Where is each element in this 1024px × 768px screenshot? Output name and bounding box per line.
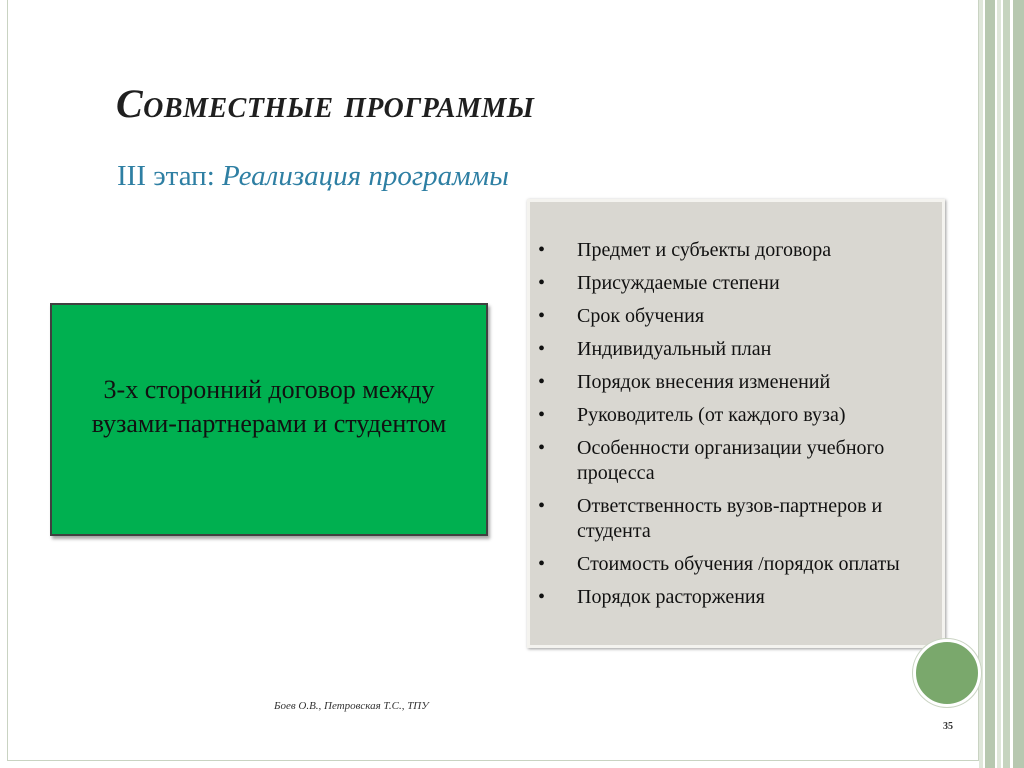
bullet-icon: • (538, 586, 546, 608)
list-item (530, 238, 932, 263)
contract-terms-list (530, 202, 942, 610)
list-item (530, 370, 932, 395)
bullet-icon: • (538, 239, 546, 261)
list-item (530, 304, 932, 329)
list-item-text: Ответственность вузов-партнеров и студента (577, 495, 883, 542)
decorative-stripes (979, 0, 1024, 768)
bullet-icon: • (538, 305, 546, 327)
contract-box-text: 3-х сторонний договор между вузами-партнерами и студентом (91, 375, 447, 438)
list-item-text: Особенности организации учебного процесса (577, 437, 885, 484)
bullet-icon: • (538, 272, 546, 294)
list-item-text: Присуждаемые степени (577, 272, 780, 294)
bullet-icon: • (538, 553, 546, 575)
list-item (530, 494, 932, 544)
list-item-text: Стоимость обучения /порядок оплаты (577, 553, 900, 575)
bullet-icon: • (538, 338, 546, 360)
list-item (530, 403, 932, 428)
subtitle-emphasis: Реализация программы (222, 160, 509, 192)
bullet-icon: • (538, 404, 546, 426)
list-item (530, 436, 932, 486)
bullet-icon: • (538, 371, 546, 393)
slide-subtitle (117, 160, 509, 193)
list-item-text: Срок обучения (577, 305, 705, 327)
contract-box (50, 303, 488, 536)
contract-terms-box (527, 199, 945, 648)
subtitle-prefix: III этап: (117, 160, 223, 192)
list-item-text: Порядок внесения изменений (577, 371, 831, 393)
bullet-icon: • (538, 437, 546, 459)
list-item-text: Предмет и субъекты договора (577, 239, 832, 261)
list-item (530, 552, 932, 577)
footer-authors: Боев О.В., Петровская Т.С., ТПУ (274, 700, 429, 712)
list-item (530, 585, 932, 610)
list-item-text: Индивидуальный план (577, 338, 772, 360)
list-item (530, 271, 932, 296)
slide-title: Совместные программы (116, 81, 535, 126)
list-item-text: Руководитель (от каждого вуза) (577, 404, 846, 426)
decorative-circle (913, 639, 981, 707)
bullet-icon: • (538, 495, 546, 517)
list-item (530, 337, 932, 362)
page-number: 35 (943, 721, 953, 732)
list-item-text: Порядок расторжения (577, 586, 765, 608)
